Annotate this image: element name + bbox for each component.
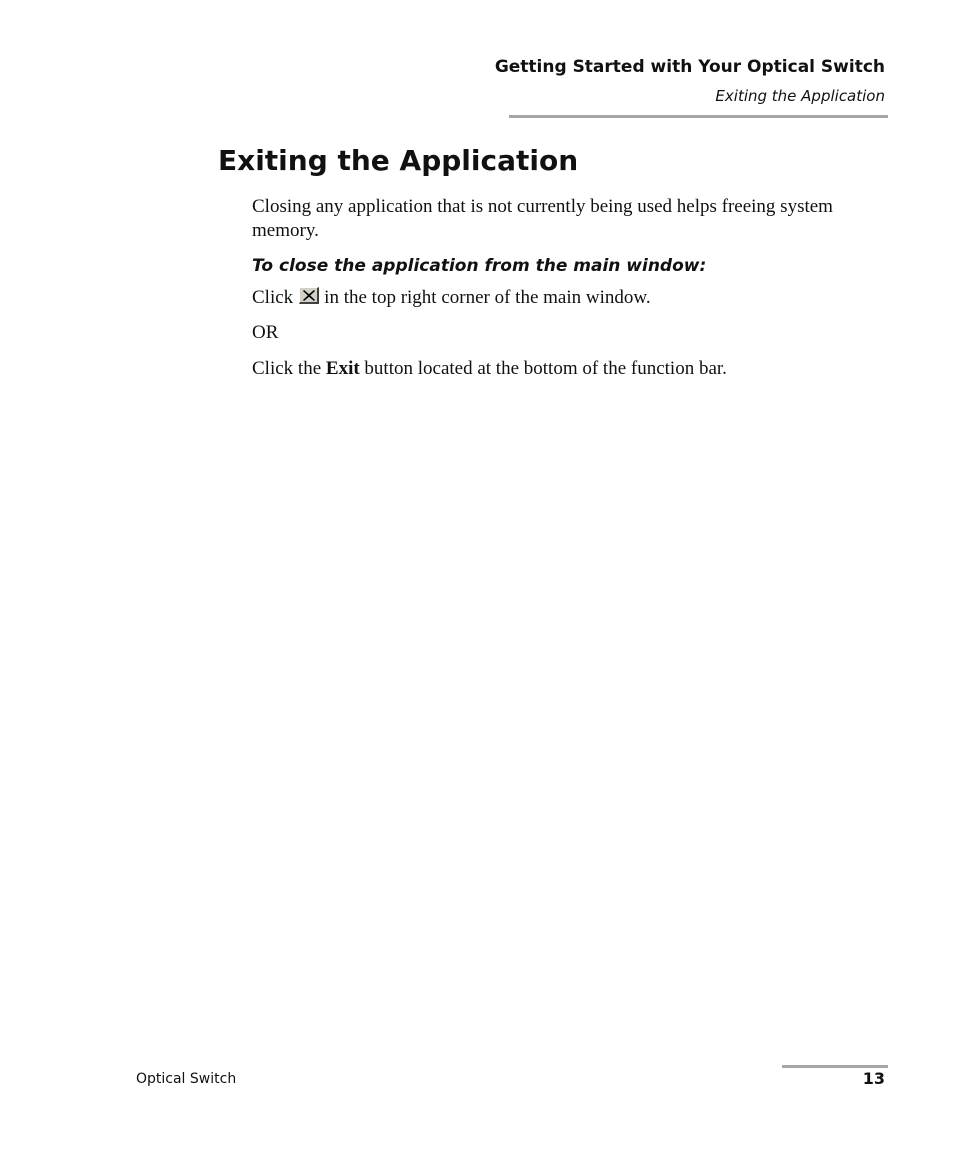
step-click-close — [252, 286, 651, 310]
procedure-title: To close the application from the main window: — [252, 256, 707, 276]
or-separator: OR — [252, 322, 279, 343]
step1-text-after: in the top right corner of the main window. — [324, 287, 651, 308]
close-x-icon — [299, 287, 319, 304]
step2-text-after: button located at the bottom of the function bar. — [364, 358, 727, 379]
page-title: Exiting the Application — [218, 144, 579, 177]
step2-text-before: Click the — [252, 358, 322, 379]
intro-paragraph: Closing any application that is not currently being used helps freeing system memory. — [252, 196, 833, 241]
footer-divider — [782, 1065, 888, 1068]
section-name: Exiting the Application — [715, 87, 885, 105]
step1-text-before: Click — [252, 287, 294, 308]
page-number: 13 — [862, 1069, 885, 1088]
exit-button-name: Exit — [325, 358, 360, 379]
step-click-exit — [252, 357, 727, 381]
footer-product-name: Optical Switch — [136, 1071, 237, 1087]
chapter-title: Getting Started with Your Optical Switch — [494, 57, 885, 77]
header-divider — [509, 115, 888, 118]
